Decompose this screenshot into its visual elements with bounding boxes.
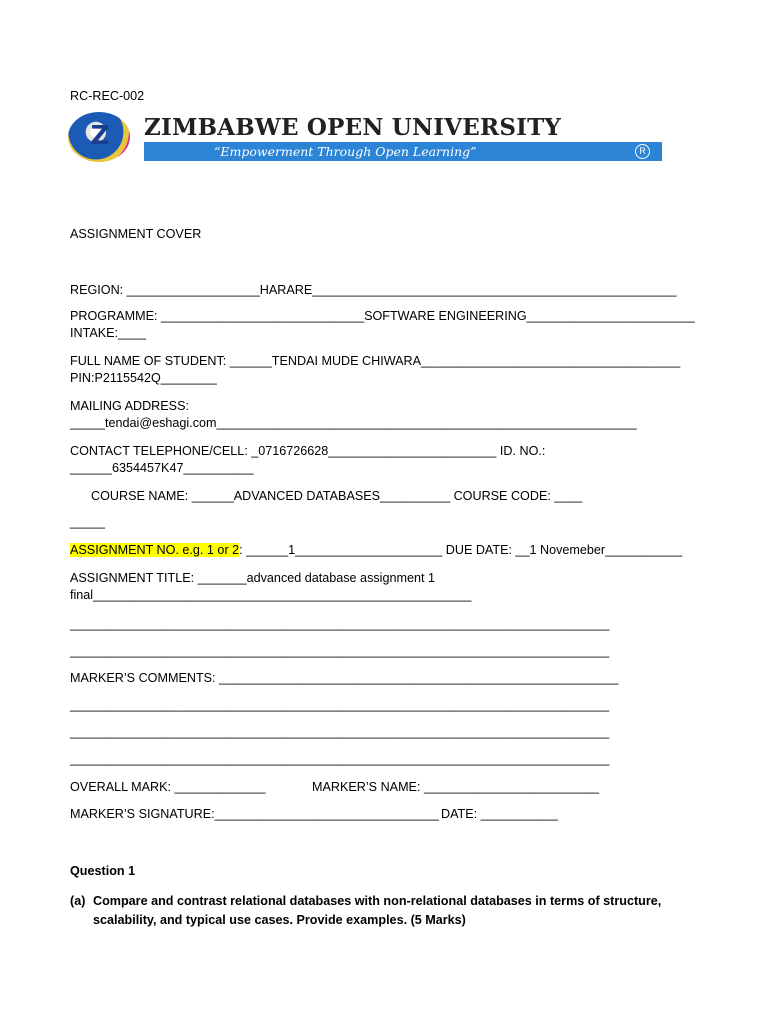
date-line: DATE: ___________ [441,807,558,821]
assignment-title-continuation: final______________________________________________________ [70,588,472,602]
assignment-title-line: ASSIGNMENT TITLE: _______advanced database assignment 1 [70,571,435,585]
pin-line: PIN:P2115542Q________ [70,371,217,385]
page-title: ASSIGNMENT COVER [70,227,202,241]
question-part-text: Compare and contrast relational databases with non-relational databases in terms of structure, scalability, and typical use cases. Provide examples. (5 Marks) [93,894,662,927]
blank-line: _____________________________________________________________________________ [70,725,610,739]
assignment-number-line [70,542,682,559]
contact-line: CONTACT TELEPHONE/CELL: _0716726628________________________ ID. NO.: [70,444,546,458]
document-code: RC-REC-002 [70,89,145,103]
mailing-address-value: _____tendai@eshagi.com____________________________________________________________ [70,416,637,430]
university-logo [68,112,662,164]
programme-line: PROGRAMME: _____________________________SOFTWARE ENGINEERING________________________ [70,309,695,323]
markers-comments-line: MARKER’S COMMENTS: _________________________________________________________ [70,671,619,685]
student-name-line: FULL NAME OF STUDENT: ______TENDAI MUDE CHIWARA_____________________________________ [70,354,681,368]
blank-line: _____________________________________________________________________________ [70,644,610,658]
logo-letter: Z [90,121,110,151]
course-line: COURSE NAME: ______ADVANCED DATABASES__________ COURSE CODE: ____ [70,489,583,503]
question-part-label: (a) [70,894,86,908]
region-line: REGION: ___________________HARARE____________________________________________________ [70,283,677,297]
course-code-continuation: _____ [70,515,106,529]
blank-line: _____________________________________________________________________________ [70,752,610,766]
question-heading: Question 1 [70,864,136,878]
university-tagline: “Empowerment Through Open Learning” [214,144,477,159]
markers-name-line: MARKER’S NAME: _________________________ [312,780,600,794]
intake-line: INTAKE:____ [70,326,147,340]
assignment-number-highlight: ASSIGNMENT NO. e.g. 1 or 2 [70,543,240,557]
markers-signature-line: MARKER’S SIGNATURE:________________________________ [70,807,439,821]
blank-line: _____________________________________________________________________________ [70,617,610,631]
overall-mark-line: OVERALL MARK: _____________ [70,780,266,794]
blank-line: _____________________________________________________________________________ [70,698,610,712]
assignment-number-rest: : ______1_____________________ DUE DATE: __1 Novemeber___________ [239,543,683,557]
mailing-address-label: MAILING ADDRESS: [70,399,189,413]
registered-mark-icon: R [635,144,650,159]
university-name: ZIMBABWE OPEN UNIVERSITY [144,114,562,141]
id-number-line: ______6354457K47__________ [70,461,254,475]
question-part-a [70,892,670,930]
tagline-bar [144,142,662,161]
